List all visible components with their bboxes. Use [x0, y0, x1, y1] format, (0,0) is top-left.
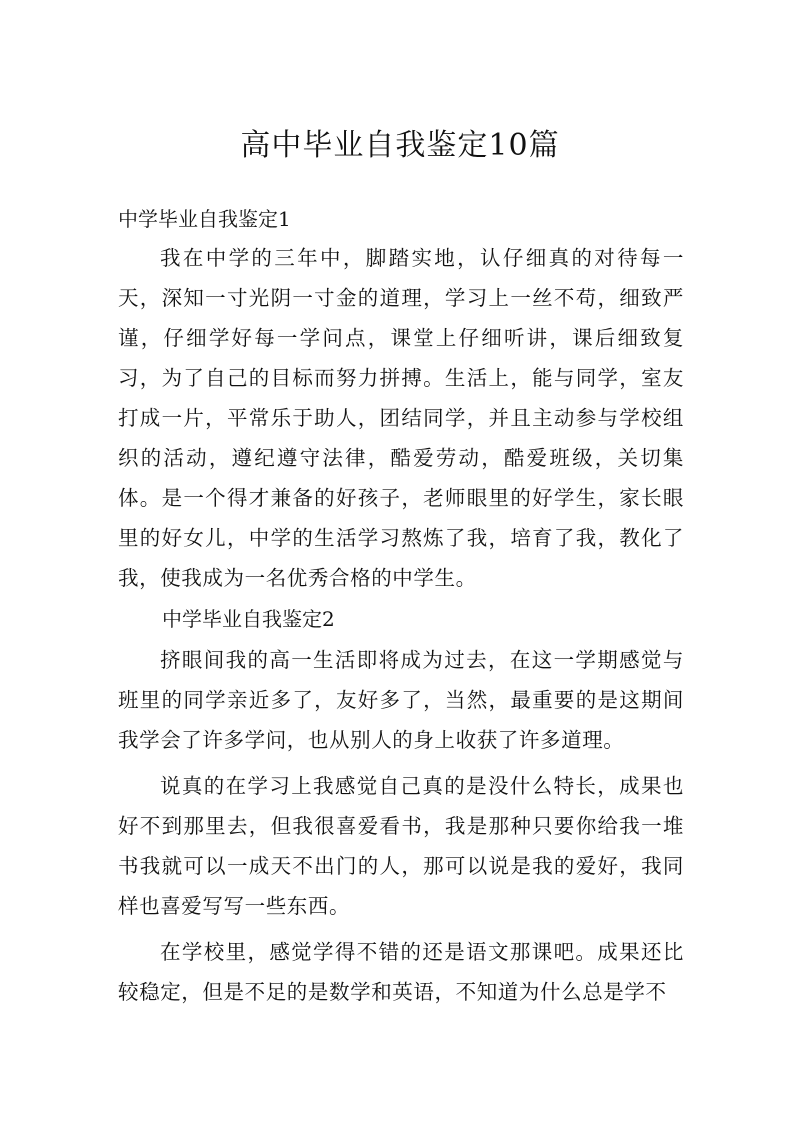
- paragraph: 说真的在学习上我感觉自己真的是没什么特长，成果也好不到那里去，但我很喜爱看书，我是那种只要你给我一堆书我就可以一成天不出门的人，那可以说是我的爱好，我同样也喜爱写写一些东西。: [118, 774, 684, 918]
- document-title: 高中毕业自我鉴定10篇: [240, 128, 560, 163]
- section-heading: 中学毕业自我鉴定2: [162, 607, 335, 631]
- paragraph: 在学校里，感觉学得不错的还是语文那课吧。成果还比较稳定，但是不足的是数学和英语，不知道为什么总是学不: [118, 940, 684, 1004]
- paragraph: 挤眼间我的高一生活即将成为过去，在这一学期感觉与班里的同学亲近多了，友好多了，当然，最重要的是这期间我学会了许多学问，也从别人的身上收获了许多道理。: [118, 648, 684, 752]
- section-heading: 中学毕业自我鉴定1: [118, 207, 291, 231]
- paragraph: 我在中学的三年中，脚踏实地，认仔细真的对待每一天，深知一寸光阴一寸金的道理，学习上一丝不苟，细致严谨，仔细学好每一学问点，课堂上仔细听讲，课后细致复习，为了自己的目标而努力拼搏。生活上，能与同学，室友打成一片，平常乐于助人，团结同学，并且主动参与学校组织的活动，遵纪遵守法律，酷爱劳动，酷爱班级，关切集体。是一个得才兼备的好孩子，老师眼里的好学生，家长眼里的好女儿，中学的生活学习熬炼了我，培育了我，教化了我，使我成为一名优秀合格的中学生。: [118, 246, 684, 590]
- document-body: [118, 196, 684, 1012]
